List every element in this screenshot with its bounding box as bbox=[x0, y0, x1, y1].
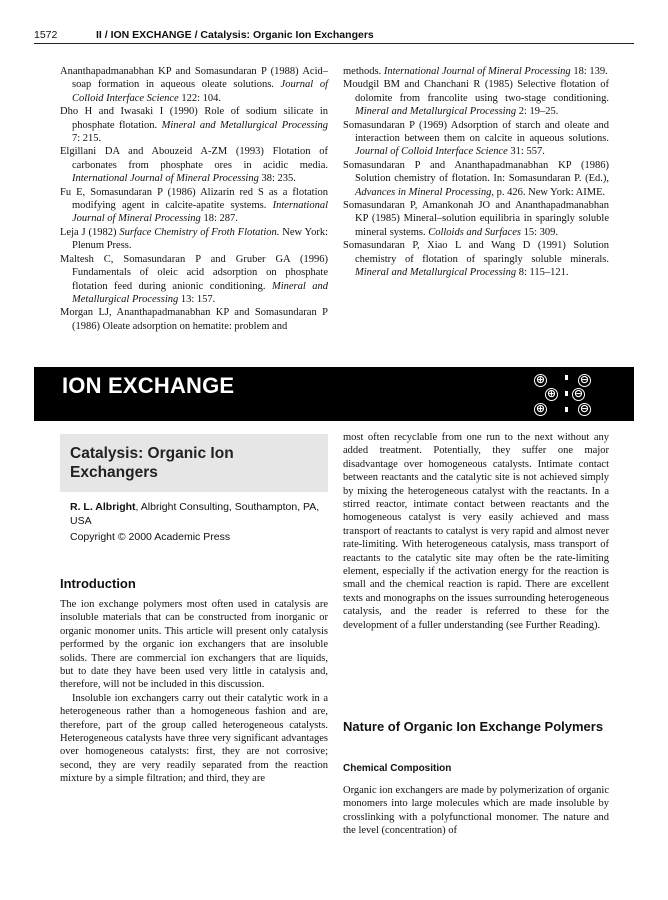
reference-journal: Mineral and Metallurgical Processing bbox=[355, 267, 517, 279]
banner-title: ION EXCHANGE bbox=[62, 373, 235, 398]
intro-paragraph-2: Insoluble ion exchangers carry out their catalytic work in a heterogeneous rather than a homogeneous fashion and are, therefore, part of the group called heterogeneous catalysts. Heterogeneous catalysts have three very significant advantages over homogeneous catalysts: first, they are not corrosive; second, they are very readily separated from the reaction mixture by a simple filtration; and third, they are bbox=[60, 692, 328, 785]
reference-tail: 13: 157. bbox=[178, 293, 216, 305]
section-banner bbox=[34, 367, 634, 421]
references-right-column bbox=[343, 65, 609, 280]
reference-journal: Journal of Colloid Interface Science bbox=[355, 146, 508, 158]
author-affiliation: , Albright Consulting, Southampton, PA, USA bbox=[70, 501, 320, 527]
chemical-composition-subheading: Chemical Composition bbox=[343, 763, 452, 774]
plus-charge-icon: ⊕ bbox=[535, 373, 546, 386]
reference-journal: Journal of Colloid Interface Science bbox=[72, 79, 328, 104]
running-title: II / ION EXCHANGE / Catalysis: Organic Ion Exchangers bbox=[96, 29, 374, 41]
reference-entry bbox=[343, 199, 609, 239]
reference-journal: International Journal of Mineral Processing bbox=[72, 200, 328, 225]
introduction-heading: Introduction bbox=[60, 576, 136, 591]
reference-tail: 8: 115–121. bbox=[516, 267, 569, 279]
copyright-line: Copyright © 2000 Academic Press bbox=[70, 531, 231, 543]
reference-text: Moudgil BM and Chanchani R (1985) Selective flotation of dolomite from francolite using two-stage conditioning. bbox=[343, 79, 609, 104]
reference-text: methods. bbox=[343, 66, 384, 77]
reference-entry bbox=[343, 119, 609, 159]
reference-entry bbox=[343, 159, 609, 199]
reference-tail: 18: 139. bbox=[570, 66, 608, 77]
divider-dash bbox=[565, 375, 568, 380]
reference-entry bbox=[60, 65, 328, 105]
reference-tail: New York: Plenum Press. bbox=[72, 226, 328, 252]
reference-tail: 15: 309. bbox=[520, 226, 559, 238]
intro-continuation bbox=[343, 431, 609, 632]
introduction-body bbox=[60, 598, 328, 786]
reference-journal: Mineral and Metallurgical Processing bbox=[161, 119, 329, 131]
reference-journal: Mineral and Metallurgical Processing bbox=[72, 280, 329, 305]
reference-entry bbox=[60, 186, 328, 226]
reference-entry bbox=[60, 105, 328, 145]
minus-charge-icon: ⊖ bbox=[573, 387, 584, 400]
reference-text: Maltesh C, Somasundaran P and Gruber GA (1996) Fundamentals of oleic acid adsorption on phosphate flotation feed during anionic conditioning. bbox=[60, 253, 328, 292]
reference-entry bbox=[343, 239, 609, 279]
reference-text: Somasundaran P, Xiao L and Wang D (1991) Solution chemistry of flotation of sparingly soluble minerals. bbox=[343, 240, 609, 265]
reference-entry bbox=[60, 253, 328, 307]
reference-entry bbox=[343, 65, 609, 78]
reference-text: Somasundaran P (1969) Adsorption of starch and oleate and interaction between them on calcite in aqueous solutions. bbox=[343, 119, 609, 145]
nature-body bbox=[343, 784, 609, 838]
reference-tail: 122: 104. bbox=[178, 92, 222, 104]
minus-charge-icon: ⊖ bbox=[579, 402, 590, 415]
reference-text: Somasundaran P and Ananthapadmanabhan KP (1986) Solution chemistry of flotation. In: Somasundaran P. (Ed.), bbox=[343, 159, 609, 185]
reference-text: Elgillani DA and Abouzeid A-ZM (1993) Flotation of carbonates from phosphate ores in acidic media. bbox=[60, 146, 328, 171]
reference-tail: 31: 557. bbox=[507, 146, 545, 158]
divider-dash bbox=[565, 407, 568, 412]
reference-journal: Colloids and Surfaces bbox=[428, 226, 521, 238]
reference-journal: International Journal of Mineral Processing bbox=[383, 66, 571, 77]
plus-charge-icon: ⊕ bbox=[535, 402, 546, 415]
minus-charge-icon: ⊖ bbox=[579, 373, 590, 386]
reference-tail: 18: 287. bbox=[200, 213, 238, 225]
intro-paragraph-1: The ion exchange polymers most often used in catalysis are insoluble materials that can be constructed from inorganic or organic monomer units. This article will present only catalysis performed by the organic ion exchangers that are insoluble solids. There are commercial ion exchangers that are liquids, but to date they have been used very little in catalysis and, therefore, will not be included in this discussion. bbox=[60, 599, 328, 691]
reference-tail: 7: 215. bbox=[72, 133, 102, 145]
divider-dash bbox=[565, 391, 568, 396]
author-name: R. L. Albright bbox=[70, 501, 136, 513]
intro-paragraph-3: most often recyclable from one run to the next without any added treatment. Potentially, they suffer one major disadvantage over homogeneous catalysts. Intimate contact between reactants and the catalytic site is not achieved simply by mixing the heterogeneous catalyst with the reactants. In a stirred reactor, intimate contact between reactants and the homogeneous catalyst is very easily achieved and mass transport of reactants to catalyst is very rapid and almost never rate-limiting. With heterogeneous catalysis, mass transport of reactants to the catalytic site may often be the rate-limiting element, especially if the activation energy for the reaction is small and the chemical reaction is rapid. There are excellent texts and monographs on the issues surrounding heterogeneous catalysis, and the reader is referred to these for the development of a fuller understanding (see Further Reading). bbox=[343, 432, 609, 631]
header-rule bbox=[34, 43, 634, 44]
running-header bbox=[34, 26, 634, 44]
article-title: Catalysis: Organic Ion Exchangers bbox=[70, 445, 234, 481]
reference-tail: , p. 426. New York: AIME. bbox=[491, 186, 606, 198]
reference-text: Dho H and Iwasaki I (1990) Role of sodium silicate in phosphate flotation. bbox=[60, 106, 328, 131]
reference-journal: International Journal of Mineral Processing bbox=[72, 173, 259, 185]
reference-text: Morgan LJ, Ananthapadmanabhan KP and Somasundaran P (1986) Oleate adsorption on hematite: problem and bbox=[60, 307, 328, 332]
reference-text: Fu E, Somasundaran P (1986) Alizarin red S as a flotation modifying agent in calcite-apatite systems. bbox=[60, 186, 328, 212]
article-title-box bbox=[60, 434, 328, 492]
reference-tail: 2: 19–25. bbox=[516, 106, 559, 118]
reference-text: Ananthapadmanabhan KP and Somasundaran P (1988) Acid–soap formation in aqueous oleate solutions. bbox=[60, 66, 328, 91]
author-block bbox=[70, 501, 320, 528]
references-left-column bbox=[60, 65, 328, 333]
nature-heading: Nature of Organic Ion Exchange Polymers bbox=[343, 719, 604, 734]
reference-journal: Mineral and Metallurgical Processing bbox=[355, 106, 517, 118]
reference-entry bbox=[60, 145, 328, 185]
reference-entry bbox=[60, 306, 328, 333]
reference-journal: Surface Chemistry of Froth Flotation. bbox=[119, 226, 280, 238]
nature-paragraph-1: Organic ion exchangers are made by polymerization of organic monomers into large molecules which are made insoluble by crosslinking with a polyfunctional monomer. The nature and the level (concentration) of bbox=[343, 785, 609, 837]
reference-entry bbox=[343, 78, 609, 118]
reference-entry bbox=[60, 226, 328, 253]
reference-text: Leja J (1982) bbox=[60, 226, 120, 238]
reference-text: Somasundaran P, Amankonah JO and Ananthapadmanabhan KP (1985) Mineral–solution equilibria in sparingly soluble mineral systems. bbox=[343, 200, 609, 238]
reference-tail: 38: 235. bbox=[258, 173, 296, 185]
plus-charge-icon: ⊕ bbox=[546, 387, 557, 400]
reference-journal: Advances in Mineral Processing bbox=[355, 186, 492, 198]
page-number: 1572 bbox=[34, 29, 58, 41]
